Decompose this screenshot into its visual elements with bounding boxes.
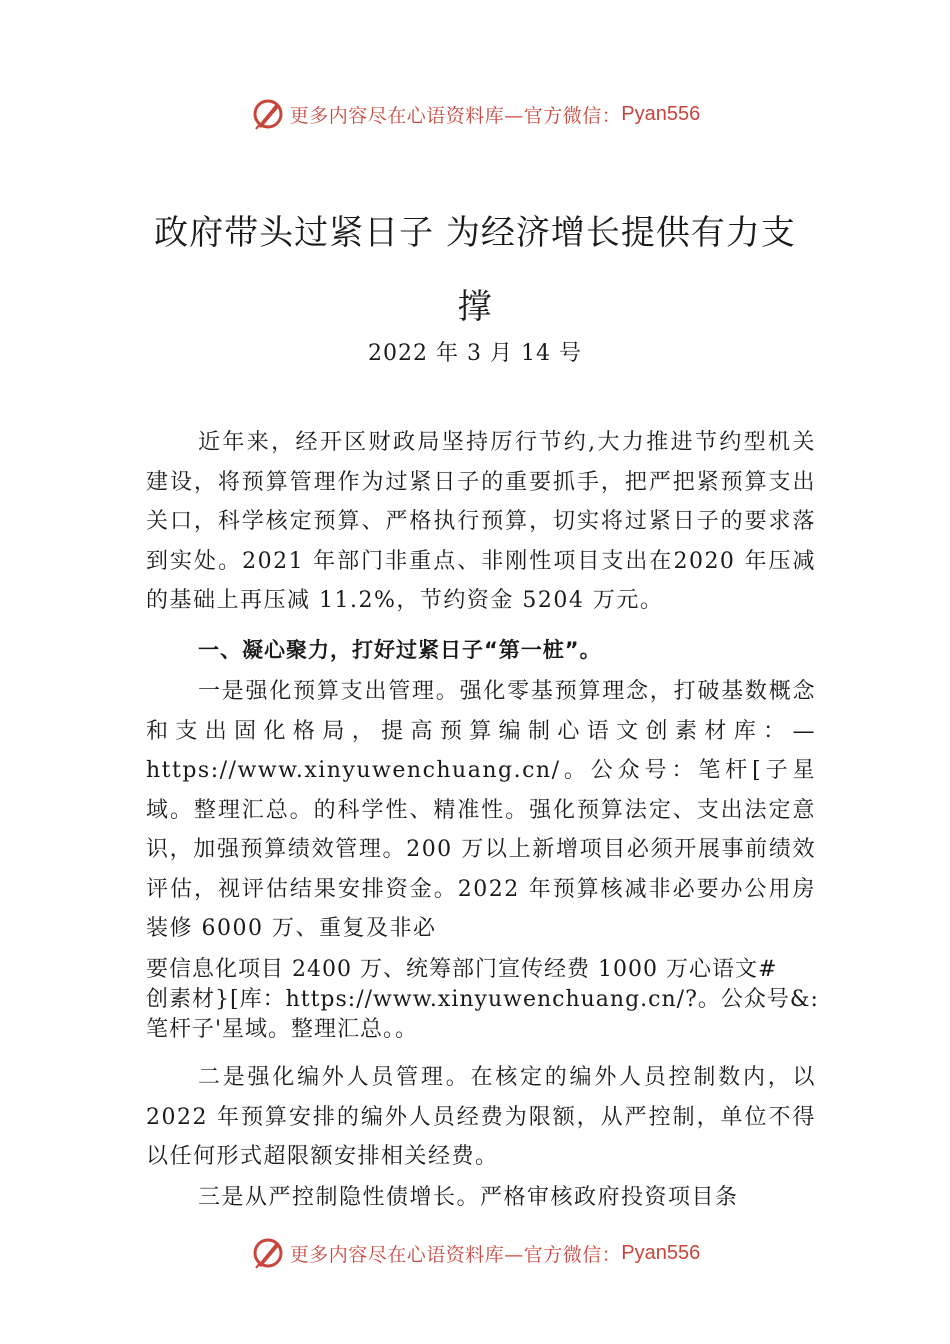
paragraph-budget-management: 一是强化预算支出管理。强化零基预算理念，打破基数概念和支出固化格局，提高预算编制心语文创素材库：—https://www.xinyuwenchuang.cn/。公众号：笔杆[子星域。整理汇总。的科学性、精准性。强化预算法定、支出法定意识，加强预算绩效管理。200 万以上新增项目必须开展事前绩效评估，视评估结果安排资金。2022 年预算核减非必要办公用房装修 6000 万、重复及非必 [146,679,816,941]
document-date: 2022 年 3 月 14 号 [368,341,582,366]
quill-pen-logo-icon [250,96,286,132]
title-line-1: 政府带头过紧日子 为经济增长提供有力支 [154,213,796,253]
footer-watermark-banner [0,1233,950,1273]
paragraph-debt-control: 三是从严控制隐性债增长。严格审核政府投资项目条 [198,1185,739,1210]
paragraph-intro: 近年来，经开区财政局坚持厉行节约,大力推进节约型机关建设，将预算管理作为过紧日子的重要抓手，把严把紧预算支出关口，科学核定预算、严格执行预算，切实将过紧日子的要求落到实处。2021 年部门非重点、非刚性项目支出在2020 年压减的基础上再压减 11.2%，节约资金 5204 万元。 [146,430,816,613]
banner-text: 更多内容尽在心语资料库—官方微信： [289,1243,622,1266]
quill-pen-logo-icon [250,1235,286,1271]
banner-text: 更多内容尽在心语资料库—官方微信： [289,104,622,127]
banner-wechat-id: Pyan556 [621,102,701,125]
paragraph-continuation-line-2: 创素材}[库：https://www.xinyuwenchuang.cn/?。公众号&: [146,987,819,1012]
paragraph-continuation-line-1: 要信息化项目 2400 万、统筹部门宣传经费 1000 万心语文# [146,957,778,982]
paragraph-staff-management: 二是强化编外人员管理。在核定的编外人员控制数内，以 2022 年预算安排的编外人员经费为限额，从严控制，单位不得以任何形式超限额安排相关经费。 [146,1065,816,1169]
title-line-2: 撑 [457,287,493,327]
section-heading-1: 一、凝心聚力，打好过紧日子“第一桩”。 [198,638,602,662]
paragraph-continuation-line-3: 笔杆子'星域。整理汇总。。 [146,1017,419,1042]
banner-wechat-id: Pyan556 [621,1241,701,1264]
document-title [140,196,810,344]
header-watermark-banner [0,94,950,134]
